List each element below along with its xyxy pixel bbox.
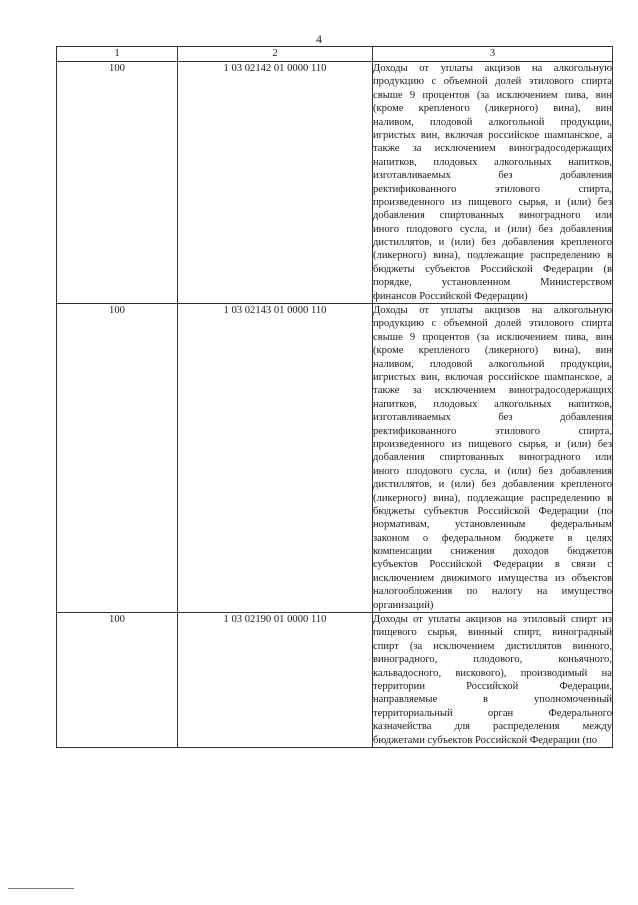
admin-code-cell: 100 [57,613,178,748]
budget-classification-code-cell: 1 03 02143 01 0000 110 [178,304,373,613]
description-line: бюджеты субъектов Российской Федерации (в [373,263,612,275]
description-line: произведенного из пищевого сырья, и (или) без [373,196,612,208]
revenue-codes-table [56,46,613,748]
table-row [57,62,613,304]
description-line: исключением движимого имущества из объектов [373,572,612,584]
description-line: свыше 9 процентов (за исключением пива, вин [373,89,612,101]
description-line: субъектов Российской Федерации в связи с [373,559,612,571]
description-line: изготавливаемых без добавления [373,412,612,424]
column-header-2: 2 [178,47,373,62]
footer-divider [8,888,74,889]
description-line: наливом, плодовой алкогольной продукции, [373,358,612,370]
description-line: казначейства для распределения между [373,721,612,733]
description-line: дистиллятов, и (или) без добавления крепленого [373,479,612,491]
description-line: бюджетами субъектов Российской Федерации (по [373,734,598,746]
page-number: 4 [316,32,322,46]
description-line: виноградного, плодового, коньячного, [373,654,612,666]
description-line: бюджеты субъектов Российской Федерации (по [373,505,612,517]
description-line: порядке, установленном Министерством [373,277,612,289]
admin-code-cell: 100 [57,304,178,613]
revenue-description-cell [373,613,613,748]
revenue-description-cell [373,62,613,304]
description-line: ректификованного этилового спирта, [373,183,612,195]
description-line: организаций) [373,599,434,611]
description-line: свыше 9 процентов (за исключением пива, вин [373,331,612,343]
description-line: компенсации снижения доходов бюджетов [373,546,612,558]
description-line: (кроме крепленого (ликерного) вина), вин [373,345,612,357]
description-line: добавления спиртованных виноградного или [373,452,612,464]
description-line: спирт (за исключением дистиллятов винного, [373,640,612,652]
description-line: территориальный орган Федерального [373,707,612,719]
description-line: пищевого сырья, винный спирт, виноградный [373,627,612,639]
description-line: Доходы от уплаты акцизов на алкогольную [373,63,612,74]
budget-classification-code-cell: 1 03 02190 01 0000 110 [178,613,373,748]
column-header-3: 3 [373,47,613,62]
description-line: также за исключением виноградосодержащих [373,385,612,397]
description-line: Доходы от уплаты акцизов на этиловый спирт из [373,614,612,626]
description-line: также за исключением виноградосодержащих [373,143,612,155]
description-line: напитков, плодовых алкогольных напитков, [373,156,612,168]
description-line: продукцию с объемной долей этилового спирта [373,76,612,88]
description-line: продукцию с объемной долей этилового спирта [373,318,612,330]
description-line: ректификованного этилового спирта, [373,425,612,437]
description-line: изготавливаемых без добавления [373,170,612,182]
description-line: (ликерного) вина), подлежащие распределению в [373,250,612,262]
description-line: направляемые в уполномоченный [373,694,612,706]
description-line: законом о федеральном бюджете в целях [373,532,612,544]
table-row [57,613,613,748]
description-line: кальвадосного, вискового), производимый на [373,667,612,679]
description-line: налогообложения по налогу на имущество [373,586,612,598]
description-line: произведенного из пищевого сырья, и (или) без [373,438,612,450]
description-line: Доходы от уплаты акцизов на алкогольную [373,305,612,317]
table-header-row [57,47,613,62]
description-line: игристых вин, включая российское шампанское, а [373,129,612,141]
revenue-description-cell [373,304,613,613]
description-line: территории Российской Федерации, [373,680,612,692]
description-line: добавления спиртованных виноградного или [373,210,612,222]
description-line: иного плодового сусла, и (или) без добавления [373,223,612,235]
description-line: иного плодового сусла, и (или) без добавления [373,465,612,477]
description-line: нормативам, установленным федеральным [373,519,612,531]
description-line: игристых вин, включая российское шампанское, а [373,371,612,383]
table-body [57,62,613,748]
description-line: наливом, плодовой алкогольной продукции, [373,116,612,128]
admin-code-cell: 100 [57,62,178,304]
description-line: финансов Российской Федерации) [373,290,528,302]
column-header-1: 1 [57,47,178,62]
budget-classification-code-cell: 1 03 02142 01 0000 110 [178,62,373,304]
description-line: (кроме крепленого (ликерного) вина), вин [373,103,612,115]
description-line: напитков, плодовых алкогольных напитков, [373,398,612,410]
description-line: дистиллятов, и (или) без добавления крепленого [373,237,612,249]
description-line: (ликерного) вина), подлежащие распределению в [373,492,612,504]
table-row [57,304,613,613]
